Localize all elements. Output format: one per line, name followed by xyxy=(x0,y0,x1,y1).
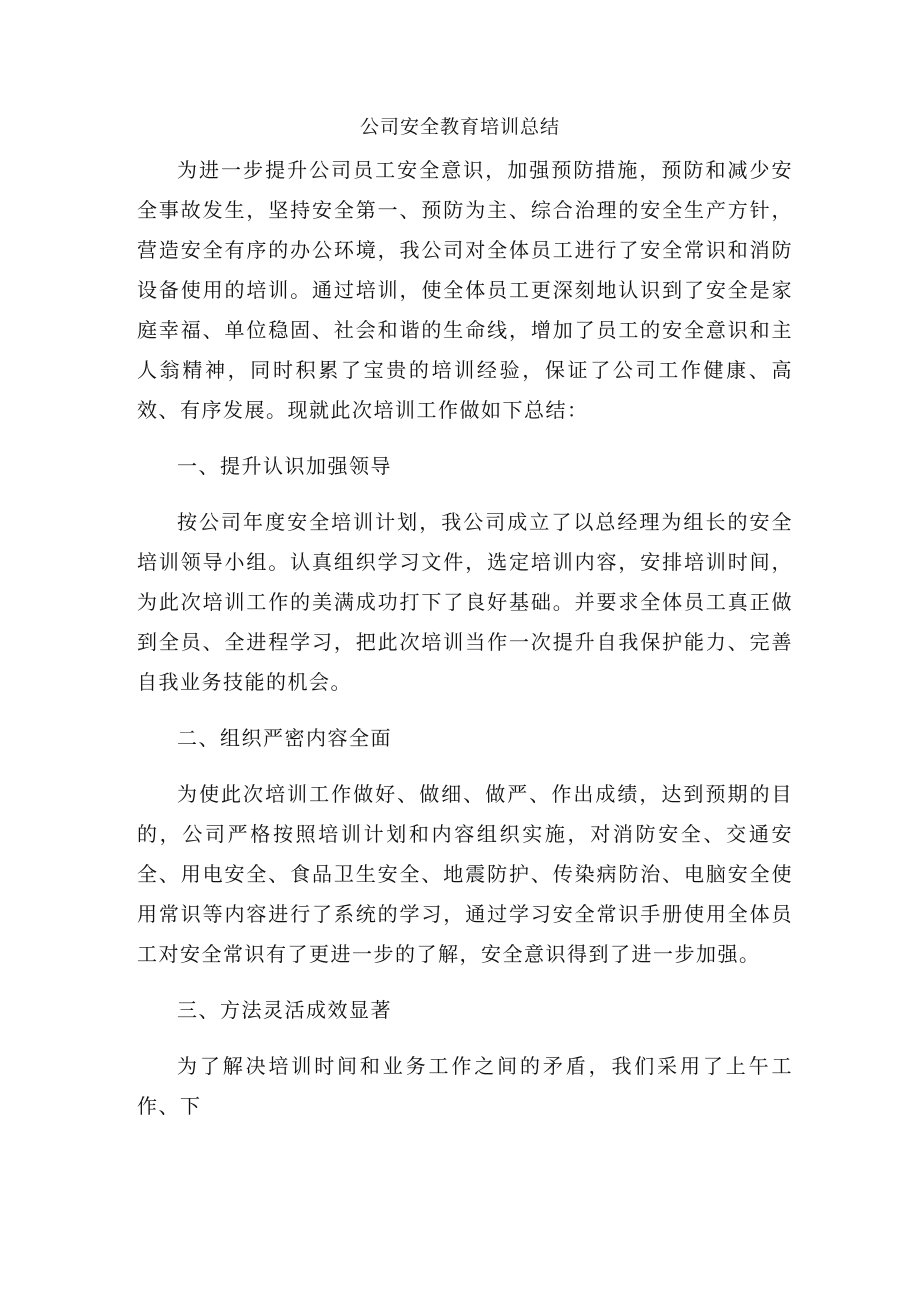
section-paragraph-3: 为了解决培训时间和业务工作之间的矛盾，我们采用了上午工作、下 xyxy=(137,1054,793,1118)
intro-paragraph: 为进一步提升公司员工安全意识，加强预防措施，预防和减少安全事故发生，坚持安全第一、预防为主、综合治理的安全生产方针，营造安全有序的办公环境，我公司对全体员工进行了安全常识和消防设备使用的培训。通过培训，使全体员工更深刻地认识到了安全是家庭幸福、单位稳固、社会和谐的生命线，增加了员工的安全意识和主人翁精神，同时积累了宝贵的培训经验，保证了公司工作健康、高效、有序发展。现就此次培训工作做如下总结： xyxy=(137,158,793,422)
document-title: 公司安全教育培训总结 xyxy=(359,116,560,138)
section-heading-3: 三、方法灵活成效显著 xyxy=(177,998,392,1022)
section-heading-2: 二、组织严密内容全面 xyxy=(177,726,392,750)
document-body xyxy=(137,150,793,1126)
section-paragraph-1: 按公司年度安全培训计划，我公司成立了以总经理为组长的安全培训领导小组。认真组织学习文件，选定培训内容，安排培训时间，为此次培训工作的美满成功打下了良好基础。并要求全体员工真正做到全员、全进程学习，把此次培训当作一次提升自我保护能力、完善自我业务技能的机会。 xyxy=(137,510,793,694)
section-heading-1: 一、提升认识加强领导 xyxy=(177,454,392,478)
section-paragraph-2: 为使此次培训工作做好、做细、做严、作出成绩，达到预期的目的，公司严格按照培训计划和内容组织实施，对消防安全、交通安全、用电安全、食品卫生安全、地震防护、传染病防治、电脑安全使用常识等内容进行了系统的学习，通过学习安全常识手册使用全体员工对安全常识有了更进一步的了解，安全意识得到了进一步加强。 xyxy=(137,782,793,966)
